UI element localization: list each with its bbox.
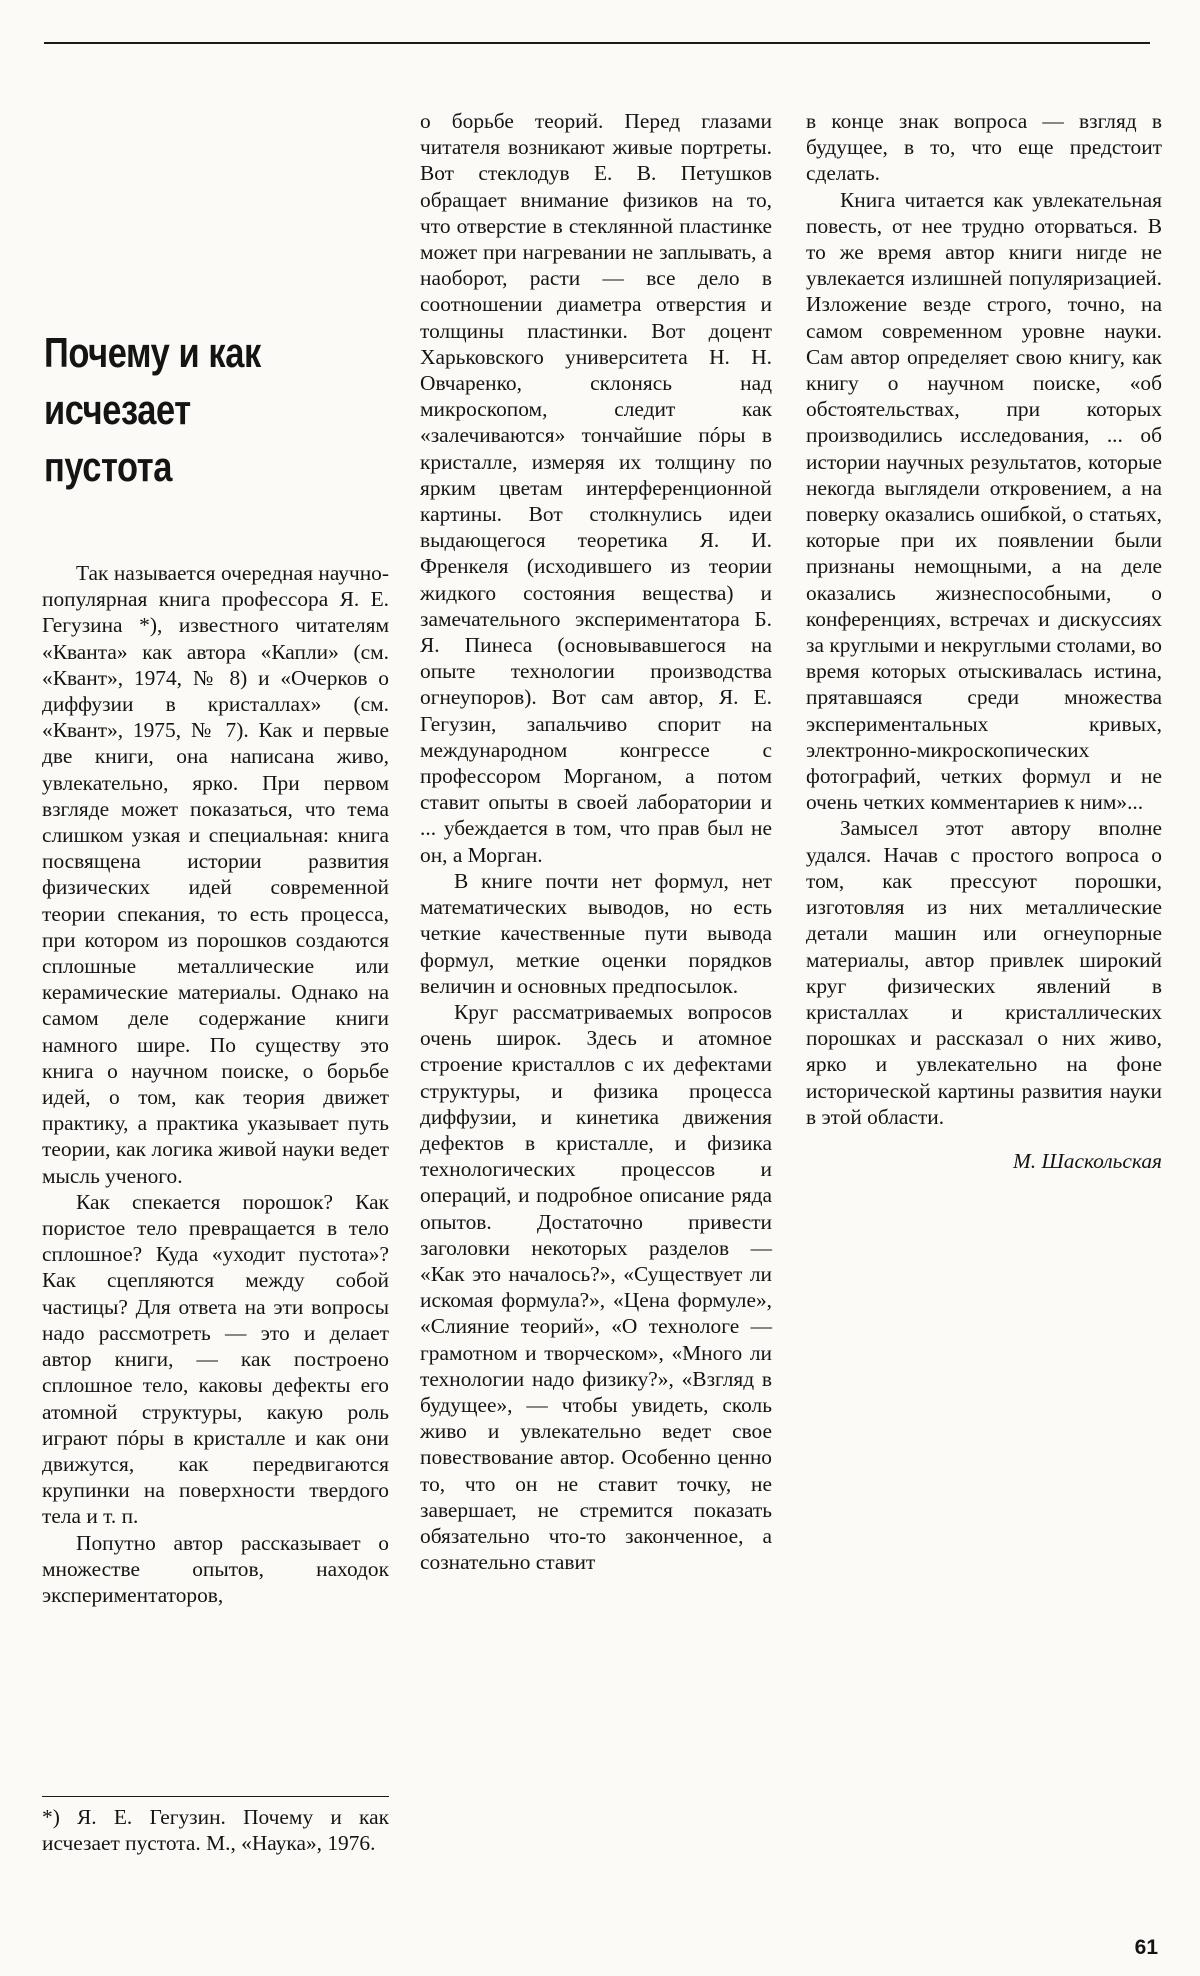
paragraph-continuation: о борьбе теорий. Перед глазами читателя возникают живые портреты. Вот стеклодув Е. В. Петушков обращает внимание физиков на то, что отверстие в стеклянной пластинке может при нагревании не заплывать, а наоборот, расти — все дело в соотношении диаметра отверстия и толщины пластинки. Вот доцент Харьковского университета Н. Н. Овчаренко, склонясь над микроскопом, следит как «залечиваются» тончайшие пóры в кристалле, измеряя их толщину по ярким цветам интерференционной картины. Вот столкнулись идеи выдающегося теоретика Я. И. Френкеля (исходившего из теории жидкого состояния вещества) и замечательного экспериментатора Б. Я. Пинеса (основывавшегося на опыте технологии производства огнеупоров). Вот сам автор, Я. Е. Гегузин, запальчиво спорит на международном конгрессе с профессором Морганом, а потом ставит опыты в своей лаборатории и ... убеждается в том, что прав был не он, а Морган.	[420, 109, 772, 867]
paragraph: В книге почти нет формул, нет математических выводов, но есть четкие качественные пути вывода формул, меткие оценки порядков величин и основных предпосылок.	[420, 868, 772, 998]
page-number: 61	[1134, 1936, 1158, 1959]
top-rule	[44, 42, 1150, 44]
paragraph: Так называется очередная научно-популярная книга профессора Я. Е. Гегузина *), известного читателям «Кванта» как автора «Капли» (см. «Квант», 1974, № 8) и «Очерков о диффузии в кристаллах» (см. «Квант», 1975, № 7). Как и первые две книги, она написана живо, увлекательно, ярко. При первом взгляде может показаться, что тема слишком узкая и специальная: книга посвящена истории развития физических идей современной теории спекания, то есть процесса, при котором из порошков создаются сплошные металлические или керамические материалы. Однако на самом деле содержание книги намного шире. По существу это книга о научном поиске, о борьбе идей, о том, как теория движет практику, а практика указывает путь теории, как логика живой науки ведет мысль ученого.	[42, 561, 389, 1188]
paragraph: Замысел этот автору вполне удался. Начав с простого вопроса о том, как прессуют порошки, изготовляя из них металлические детали машин или огнеупорные материалы, автор привлек широкий круг физических явлений в кристаллах и кристаллических порошках и рассказал о них живо, ярко и увлекательно на фоне исторической картины развития науки в этой области.	[806, 816, 1162, 1129]
column-1	[42, 560, 389, 1608]
paragraph: Как спекается порошок? Как пористое тело превращается в тело сплошное? Куда «уходит пустота»? Как сцепляются между собой частицы? Для ответа на эти вопросы надо рассмотреть — это и делает автор книги, — как построено сплошное тело, каковы дефекты его атомной структуры, какую роль играют пóры в кристалле и как они движутся, как передвигаются крупинки на поверхности твердого тела и т. п.	[42, 1189, 389, 1529]
column-3	[806, 108, 1162, 1174]
footnote-rule	[42, 1796, 389, 1797]
article-title	[44, 324, 290, 495]
title-line: пустота	[44, 443, 172, 490]
paragraph: Книга читается как увлекательная повесть, от нее трудно оторваться. В то же время автор книги нигде не увлекается излишней популяризацией. Изложение везде строго, точно, на самом современном уровне науки. Сам автор определяет свою книгу, как книгу о научном поиске, «об обстоятельствах, при которых производились исследования, ... об истории научных результатов, которые некогда выглядели откровением, а на поверку оказались ошибкой, о статьях, которые при их появлении были признаны немощными, а на деле оказались жизнеспособными, о конференциях, встречах и дискуссиях за круглыми и некруглыми столами, во время которых отыскивалась истина, прятавшаяся среди множества экспериментальных кривых, электронно-микроскопических фотографий, четких формул и не очень четких комментариев к ним»...	[806, 187, 1162, 815]
title-line: Почему и как	[44, 329, 261, 376]
title-line: исчезает	[44, 386, 191, 433]
paragraph: Попутно автор рассказывает о множестве опытов, находок экспериментаторов,	[42, 1530, 389, 1607]
paragraph-continuation: в конце знак вопроса — взгляд в будущее, в то, что еще предстоит сделать.	[806, 109, 1162, 186]
column-2	[420, 108, 772, 1575]
paragraph: Круг рассматриваемых вопросов очень широк. Здесь и атомное строение кристаллов с их дефектами структуры, и физика процесса диффузии, и кинетика движения дефектов в кристалле, и физика технологических процессов и операций, и подробное описание ряда опытов. Достаточно привести заголовки некоторых разделов — «Как это началось?», «Существует ли искомая формула?», «Цена формуле», «Слияние теорий», «О технологе — грамотном и творческом», «Много ли технологии надо физику?», «Взгляд в будущее», — чтобы увидеть, сколь живо и увлекательно ведет свое повествование автор. Особенно ценно то, что он не ставит точку, не завершает, не стремится показать обязательно что-то законченное, а сознательно ставит	[420, 999, 772, 1575]
footnote: *) Я. Е. Гегузин. Почему и как исчезает пустота. М., «Наука», 1976.	[42, 1805, 389, 1856]
author-signature: М. Шаскольская	[1012, 1148, 1162, 1173]
